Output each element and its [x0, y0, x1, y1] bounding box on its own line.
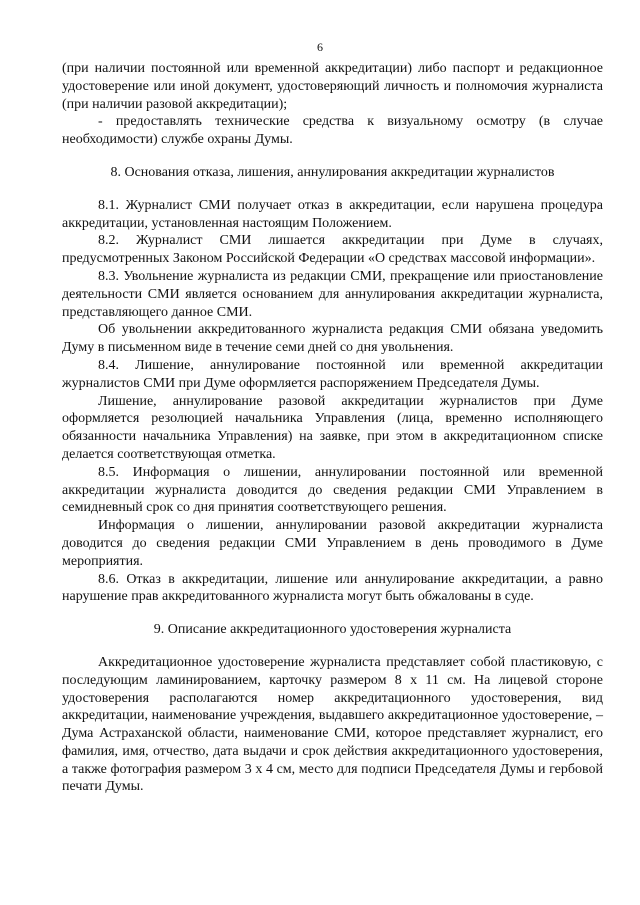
- paragraph-9-description: Аккредитационное удостоверение журналиста представляет собой пластиковую, с последующим ламинированием, карточку размером 8 х 11 см. На лицевой стороне удостоверения располагаются номер аккредитационного удостоверения, вид аккредитации, наименование учреждения, выдавшего аккредитационное удостоверение, – Дума Астраханской области, наименование СМИ, которое представляет журналист, его фамилия, имя, отчество, дата выдачи и срок действия аккредитационного удостоверения, а также фотография размером 3 х 4 см, место для подписи Председателя Думы и гербовой печати Думы.: [62, 654, 603, 795]
- paragraph-8-4: 8.4. Лишение, аннулирование постоянной или временной аккредитации журналистов СМИ при Думе оформляется распоряжением Председателя Думы.: [62, 357, 603, 391]
- paragraph-8-5: 8.5. Информация о лишении, аннулировании постоянной или временной аккредитации журналиста доводится до сведения редакции СМИ Управлением в семидневный срок со дня принятия соответствующего решения.: [62, 464, 603, 516]
- continuation-paragraph: (при наличии постоянной или временной аккредитации) либо паспорт и редакционное удостоверение или иной документ, удостоверяющий личность и полномочия журналиста (при наличии разовой аккредитации);: [62, 61, 603, 112]
- section-9-heading: 9. Описание аккредитационного удостоверения журналиста: [153, 622, 512, 638]
- paragraph-8-5-one-time: Информация о лишении, аннулировании разовой аккредитации журналиста доводится до сведения редакции СМИ Управлением в день проводимого в Думе мероприятия.: [62, 518, 603, 569]
- paragraph-8-3-dismissal: Об увольнении аккредитованного журналиста редакция СМИ обязана уведомить Думу в письменном виде в течение семи дней со дня увольнения.: [62, 322, 603, 356]
- paragraph-8-4-one-time: Лишение, аннулирование разовой аккредитации журналистов при Думе оформляется резолюцией начальника Управления (лица, временно исполняющего обязанности начальника Управления) на заявке, при этом в аккредитационном списке делается соответствующая отметка.: [62, 393, 603, 462]
- paragraph-8-3: 8.3. Увольнение журналиста из редакции СМИ, прекращение или приостановление деятельности СМИ является основанием для аннулирования аккредитации журналиста, представляющего данное СМИ.: [62, 268, 603, 320]
- continuation-paragraph: - предоставлять технические средства к визуальному осмотру (в случае необходимости) службе охраны Думы.: [62, 114, 603, 148]
- paragraph-8-6: 8.6. Отказ в аккредитации, лишение или аннулирование аккредитации, а равно нарушение прав аккредитованного журналиста могут быть обжалованы в суде.: [62, 571, 603, 605]
- paragraph-8-1: 8.1. Журналист СМИ получает отказ в аккредитации, если нарушена процедура аккредитации, установленная настоящим Положением.: [62, 197, 603, 231]
- page-number: 6: [317, 40, 323, 54]
- paragraph-8-2: 8.2. Журналист СМИ лишается аккредитации при Думе в случаях, предусмотренных Законом Российской Федерации «О средствах массовой информации».: [62, 233, 603, 267]
- section-8-heading: 8. Основания отказа, лишения, аннулирования аккредитации журналистов: [110, 164, 555, 180]
- document-body: [62, 60, 603, 796]
